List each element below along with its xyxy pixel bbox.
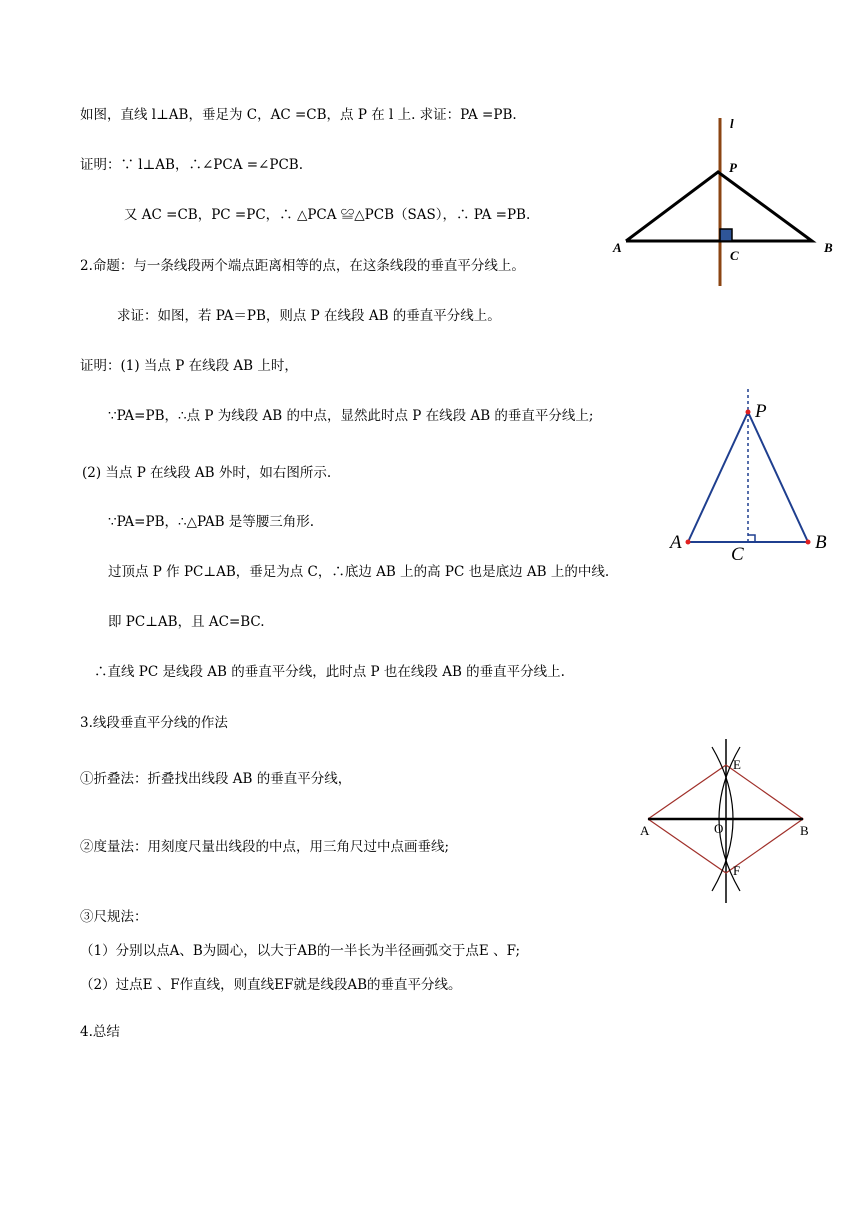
text-line-18: （2）过点E 、F作直线，则直线EF就是线段AB的垂直平分线。 bbox=[80, 977, 462, 993]
label-f: F bbox=[733, 863, 741, 878]
text-line-13: 3.线段垂直平分线的作法 bbox=[80, 715, 228, 731]
text-line-14: ①折叠法：折叠找出线段 AB 的垂直平分线， bbox=[80, 771, 352, 787]
text-line-6: 证明：(1) 当点 P 在线段 AB 上时， bbox=[80, 358, 298, 374]
text-line-1: 如图，直线 l⊥AB，垂足为 C，AC =CB，点 P 在 l 上. 求证：PA =PB. bbox=[80, 107, 517, 123]
label-l: l bbox=[730, 116, 734, 131]
figure-isosceles-triangle bbox=[660, 385, 840, 570]
figure-compass-construction bbox=[630, 735, 830, 910]
label-p: P bbox=[729, 160, 737, 175]
figure-perpendicular-line bbox=[600, 110, 845, 290]
text-line-17: （1）分别以点A、B为圆心，以大于AB的一半长为半径画弧交于点E 、F; bbox=[80, 943, 521, 959]
label-b: B bbox=[824, 240, 833, 255]
label-b-3: B bbox=[800, 823, 809, 838]
right-angle-mark-2 bbox=[748, 535, 755, 542]
point-p bbox=[746, 410, 751, 415]
right-angle-mark bbox=[720, 229, 732, 241]
text-line-12: ∴直线 PC 是线段 AB 的垂直平分线，此时点 P 也在线段 AB 的垂直平分线上. bbox=[94, 664, 565, 680]
point-b bbox=[806, 540, 811, 545]
text-line-9: ∵PA=PB，∴△PAB 是等腰三角形. bbox=[108, 514, 315, 530]
text-line-16: ③尺规法： bbox=[80, 909, 148, 925]
label-c: C bbox=[730, 248, 739, 263]
label-c-2: C bbox=[731, 544, 744, 565]
label-o: O bbox=[714, 821, 724, 836]
text-line-19: 4.总结 bbox=[80, 1024, 120, 1040]
label-a-2: A bbox=[670, 532, 682, 553]
label-a: A bbox=[613, 240, 622, 255]
label-p-2: P bbox=[755, 401, 767, 422]
text-line-7: ∵PA=PB，∴点 P 为线段 AB 的中点，显然此时点 P 在线段 AB 的垂直平分线上; bbox=[108, 408, 594, 424]
text-line-11: 即 PC⊥AB，且 AC=BC. bbox=[108, 614, 265, 630]
text-line-5: 求证：如图，若 PA＝PB，则点 P 在线段 AB 的垂直平分线上。 bbox=[117, 308, 501, 324]
text-line-8: (2) 当点 P 在线段 AB 外时，如右图所示. bbox=[82, 465, 332, 481]
label-a-3: A bbox=[640, 823, 650, 838]
text-line-3: 又 AC =CB，PC =PC，∴ △PCA ≌△PCB（SAS），∴ PA =PB. bbox=[124, 207, 531, 223]
label-e: E bbox=[733, 757, 741, 772]
text-line-2: 证明：∵ l⊥AB，∴∠PCA =∠PCB. bbox=[80, 157, 303, 173]
text-line-15: ②度量法：用刻度尺量出线段的中点，用三角尺过中点画垂线; bbox=[80, 839, 450, 855]
text-line-4: 2.命题：与一条线段两个端点距离相等的点，在这条线段的垂直平分线上。 bbox=[80, 258, 525, 274]
text-line-10: 过顶点 P 作 PC⊥AB，垂足为点 C，∴底边 AB 上的高 PC 也是底边 AB 上的中线. bbox=[108, 564, 610, 580]
point-a bbox=[686, 540, 691, 545]
label-b-2: B bbox=[815, 532, 827, 553]
